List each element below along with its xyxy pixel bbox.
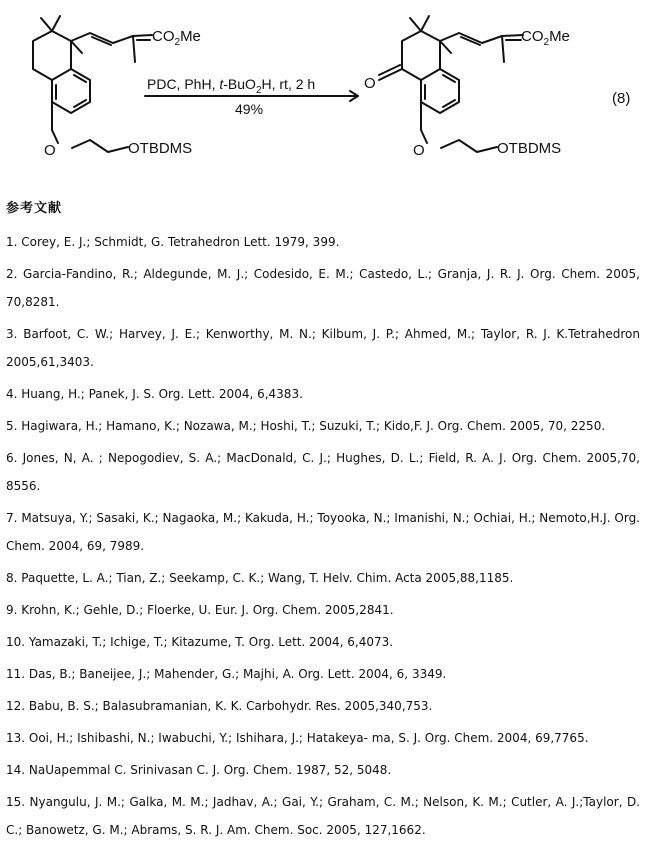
reaction-conditions: PDC, PhH, t-BuO$_2$H, rt, 2 h xyxy=(147,76,316,96)
reference-item: 6. Jones, N, A. ; Nepogodiev, S. A.; MacDonald, C. J.; Hughes, D. L.; Field, R. A. J. Org. Chem. 2005,70, 8556. xyxy=(6,451,640,493)
reactant-ether-oxygen: O xyxy=(44,142,56,159)
reference-list xyxy=(6,228,640,848)
section-title: 参考文献 xyxy=(6,201,63,216)
product-ether-oxygen: O xyxy=(413,142,425,159)
reference-item: 14. NaUapemmal C. Srinivasan C. J. Org. Chem. 1987, 52, 5048. xyxy=(6,763,392,777)
reaction-scheme xyxy=(0,0,648,180)
reference-item: 15. Nyangulu, J. M.; Galka, M. M.; Jadhav, A.; Gai, Y.; Graham, C. M.; Nelson, K. M.; Cutler, A. J.;Taylor, D. C.; Banowetz, G. M.; Abrams, S. R. J. Am. Chem. Soc. 2005, 127,1662. xyxy=(6,795,640,837)
reference-item: 7. Matsuya, Y.; Sasaki, K.; Nagaoka, M.; Kakuda, H.; Toyooka, N.; Imanishi, N.; Ochiai, H.; Nemoto,H.J. Org. Chem. 2004, 69, 7989. xyxy=(6,511,640,553)
reactant-ester-label: $CO_2Me$ xyxy=(152,28,201,48)
reactant-protecting-group: OTBDMS xyxy=(128,140,193,157)
reference-item: 13. Ooi, H.; Ishibashi, N.; Iwabuchi, Y.; Ishihara, J.; Hatakeya- ma, S. J. Org. Chem. 2004, 69,7765. xyxy=(6,731,589,745)
reference-item: 12. Babu, B. S.; Balasubramanian, K. K. Carbohydr. Res. 2005,340,753. xyxy=(6,699,433,713)
product-ester-label: $CO_2Me$ xyxy=(521,28,570,48)
reference-item: 8. Paquette, L. A.; Tian, Z.; Seekamp, C. K.; Wang, T. Helv. Chim. Acta 2005,88,1185. xyxy=(6,571,514,585)
reactant-aromatic-ring xyxy=(52,69,90,113)
reaction-yield: 49% xyxy=(235,101,264,117)
product-protecting-group: OTBDMS xyxy=(497,140,562,157)
reference-item: 9. Krohn, K.; Gehle, D.; Floerke, U. Eur. J. Org. Chem. 2005,2841. xyxy=(6,603,394,617)
reference-item: 5. Hagiwara, H.; Hamano, K.; Nozawa, M.; Hoshi, T.; Suzuki, T.; Kido,F. J. Org. Chem. 2005, 70, 2250. xyxy=(6,419,606,433)
product-aromatic-ring xyxy=(421,69,459,113)
reference-item: 11. Das, B.; Baneijee, J.; Mahender, G.; Majhi, A. Org. Lett. 2004, 6, 3349. xyxy=(6,667,447,681)
product-ketone-oxygen: O xyxy=(364,75,376,92)
equation-number: (8) xyxy=(612,90,631,107)
reference-item: 2. Garcia-Fandino, R.; Aldegunde, M. J.; Codesido, E. M.; Castedo, L.; Granja, J. R. J. Org. Chem. 2005, 70,8281. xyxy=(6,267,640,309)
reference-item: 10. Yamazaki, T.; Ichige, T.; Kitazume, T. Org. Lett. 2004, 6,4073. xyxy=(6,635,394,649)
reference-item: 4. Huang, H.; Panek, J. S. Org. Lett. 2004, 6,4383. xyxy=(6,387,303,401)
reference-item: 1. Corey, E. J.; Schmidt, G. Tetrahedron Lett. 1979, 399. xyxy=(6,235,340,249)
reference-item: 3. Barfoot, C. W.; Harvey, J. E.; Kenworthy, M. N.; Kilbum, J. P.; Ahmed, M.; Taylor, R. J. K.Tetrahedron 2005,61,3403. xyxy=(6,327,640,369)
